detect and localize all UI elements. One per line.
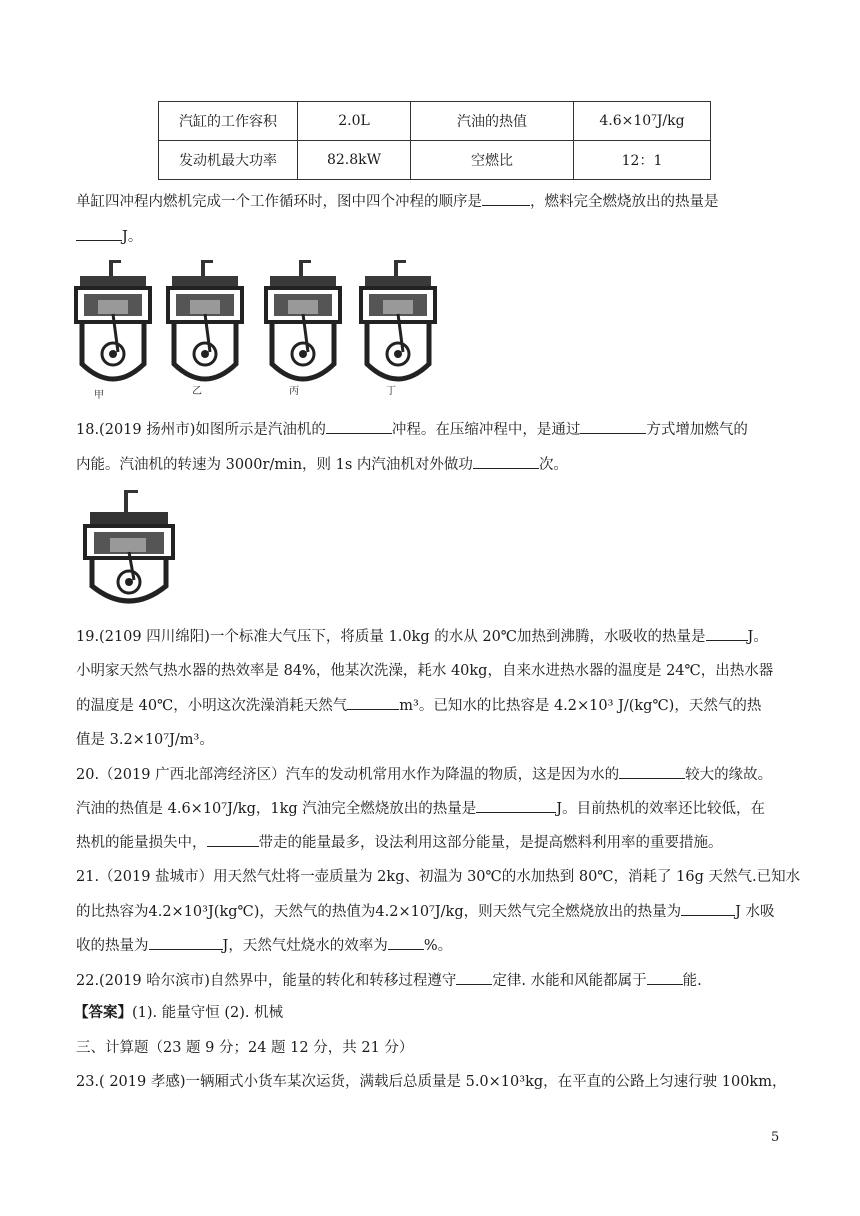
q20-line1	[76, 764, 772, 785]
text: 收的热量为	[76, 938, 149, 954]
answer-label: 【答案】	[74, 1004, 132, 1021]
engine-label: 甲	[94, 390, 104, 401]
engine-diagram	[76, 260, 150, 379]
q18-line1	[76, 419, 748, 440]
engine-stroke-figure	[82, 486, 182, 608]
text: 的比热容为4.2×10³J(kg℃)，天然气的热值为4.2×10⁷J/kg，则天然气完全燃烧放出的热量为	[76, 904, 682, 920]
text: 22.(2019 哈尔滨市)自然界中，能量的转化和转移过程遵守	[76, 973, 457, 989]
q17-line1	[76, 191, 719, 212]
table-cell: 4.6×10⁷J/kg	[574, 102, 711, 141]
answer-blank[interactable]	[482, 191, 530, 206]
table-cell: 发动机最大功率	[159, 141, 298, 180]
text: 的温度是 40℃，小明这次洗澡消耗天然气	[76, 698, 348, 714]
table-cell: 82.8kW	[298, 141, 411, 180]
answer-blank[interactable]	[326, 419, 392, 434]
table-cell: 2.0L	[298, 102, 411, 141]
q22-line1	[76, 970, 702, 991]
q23-line1: 23.( 2019 孝感)一辆厢式小货车某次运货，满载后总质量是 5.0×10³kg，在平直的公路上匀速行驶 100km，	[76, 1074, 787, 1090]
text: ，燃料完全燃烧放出的热量是	[530, 194, 719, 210]
text: %。	[423, 938, 453, 954]
answer-blank[interactable]	[347, 695, 399, 710]
q19-line4: 值是 3.2×10⁷J/m³。	[76, 732, 214, 748]
text: 能.	[682, 973, 702, 989]
answer-blank[interactable]	[149, 935, 223, 950]
text: 带走的能量最多，设法利用这部分能量，是提高燃料利用率的重要措施。	[258, 835, 723, 851]
answer-blank[interactable]	[76, 226, 122, 241]
text: J 水吸	[735, 904, 775, 920]
text: 18.(2019 扬州市)如图所示是汽油机的	[76, 422, 326, 438]
text: 内能。汽油机的转速为 3000r/min，则 1s 内汽油机对外做功	[76, 457, 473, 473]
text: J，天然气灶烧水的效率为	[222, 938, 388, 954]
q19-line1	[76, 626, 768, 647]
answer-blank[interactable]	[647, 970, 683, 985]
table-row	[159, 102, 711, 141]
q19-line2: 小明家天然气热水器的热效率是 84%，他某次洗澡，耗水 40kg，自来水进热水器的温度是 24℃，出热水器	[76, 663, 774, 679]
answer-blank[interactable]	[706, 626, 748, 641]
engine-label: 丙	[289, 386, 299, 397]
q18-line2	[76, 454, 568, 475]
table-cell: 汽油的热值	[411, 102, 574, 141]
answer-blank[interactable]	[473, 454, 539, 469]
text: 热机的能量损失中，	[76, 835, 207, 851]
table-cell: 空燃比	[411, 141, 574, 180]
answer-blank[interactable]	[476, 798, 556, 813]
engine-strokes-figure	[74, 254, 444, 402]
text: 较大的缘故。	[685, 767, 773, 783]
engine-label: 丁	[386, 386, 396, 397]
text: J。	[747, 629, 768, 645]
engine-label: 乙	[192, 386, 202, 397]
text: 冲程。在压缩冲程中，是通过	[391, 422, 581, 438]
table-row	[159, 141, 711, 180]
text: 方式增加燃气的	[646, 422, 748, 438]
answer-text: (1). 能量守恒 (2). 机械	[132, 1005, 284, 1021]
text: 20.（2019 广西北部湾经济区）汽车的发动机常用水作为降温的物质，这是因为水的	[76, 767, 620, 783]
q17-line2	[76, 226, 142, 247]
table-cell: 12：1	[574, 141, 711, 180]
q21-line1: 21.（2019 盐城市）用天然气灶将一壶质量为 2kg、初温为 30℃的水加热到 80℃，消耗了 16g 天然气.已知水	[76, 869, 801, 885]
text: 次。	[538, 457, 568, 473]
q20-line3	[76, 832, 723, 853]
text: 19.(2109 四川绵阳)一个标准大气压下，将质量 1.0kg 的水从 20℃加热到沸腾，水吸收的热量是	[76, 629, 706, 645]
engine-spec-table	[158, 101, 711, 180]
q21-line3	[76, 935, 452, 956]
text: J。目前热机的效率还比较低，在	[556, 801, 766, 817]
answer-blank[interactable]	[388, 935, 424, 950]
section-title: 三、计算题（23 题 9 分；24 题 12 分，共 21 分）	[76, 1040, 414, 1056]
answer-blank[interactable]	[619, 764, 685, 779]
page-number: 5	[771, 1130, 780, 1145]
table-cell: 汽缸的工作容积	[159, 102, 298, 141]
q20-line2	[76, 798, 765, 819]
q21-line2	[76, 901, 775, 922]
text: 定律. 水能和风能都属于	[492, 973, 647, 989]
answer-blank[interactable]	[207, 832, 259, 847]
text: m³。已知水的比热容是 4.2×10³ J/(kg℃)，天然气的热	[399, 698, 762, 714]
answer-blank[interactable]	[456, 970, 492, 985]
answer-blank[interactable]	[681, 901, 735, 916]
q19-line3	[76, 695, 761, 716]
text: J。	[122, 229, 143, 245]
answer-blank[interactable]	[580, 419, 646, 434]
text: 单缸四冲程内燃机完成一个工作循环时，图中四个冲程的顺序是	[76, 194, 482, 210]
text: 汽油的热值是 4.6×10⁷J/kg，1kg 汽油完全燃烧放出的热量是	[76, 801, 477, 817]
answer-line	[74, 1003, 283, 1023]
